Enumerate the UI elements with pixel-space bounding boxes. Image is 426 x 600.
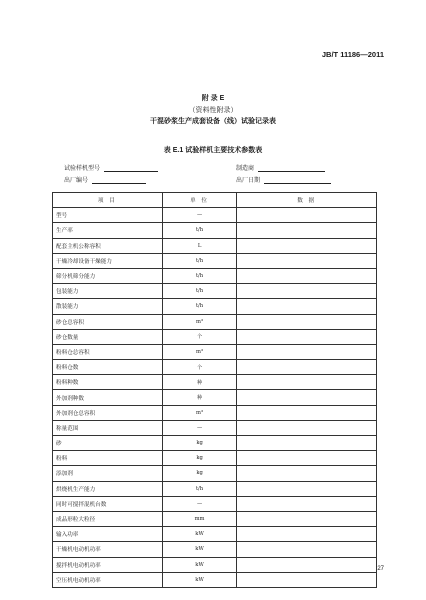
table-row: [53, 223, 377, 238]
row-value: [237, 314, 377, 329]
table-row: [53, 238, 377, 253]
row-unit: kg: [162, 436, 237, 451]
table-row: [53, 253, 377, 268]
row-item: 砂仓总容积: [53, 314, 163, 329]
row-value: [237, 344, 377, 359]
header-item: 项 目: [53, 193, 163, 208]
row-value: [237, 329, 377, 344]
serial-blank-line: [92, 175, 146, 184]
row-value: [237, 542, 377, 557]
table-row: [53, 284, 377, 299]
table-row: [53, 527, 377, 542]
row-unit: m³: [162, 344, 237, 359]
row-value: [237, 420, 377, 435]
row-item: 散装能力: [53, 299, 163, 314]
row-item: 输入功率: [53, 527, 163, 542]
row-unit: kW: [162, 527, 237, 542]
row-value: [237, 496, 377, 511]
table-row: [53, 344, 377, 359]
table-row: [53, 390, 377, 405]
table-row: [53, 208, 377, 223]
table-row: [53, 268, 377, 283]
table-row: [53, 542, 377, 557]
table-row: [53, 511, 377, 526]
row-item: 搅拌机电动机功率: [53, 557, 163, 572]
row-item: 筛分机筛分能力: [53, 268, 163, 283]
serial-field: [64, 175, 146, 184]
row-value: [237, 466, 377, 481]
row-unit: —: [162, 496, 237, 511]
table-title: 表 E.1 试验样机主要技术参数表: [163, 147, 263, 154]
table-row: [53, 466, 377, 481]
table-row: [53, 405, 377, 420]
table-row: [53, 451, 377, 466]
row-item: 外加剂仓总容积: [53, 405, 163, 420]
model-field: [64, 163, 158, 172]
row-value: [237, 268, 377, 283]
table-row: [53, 360, 377, 375]
table-row: [53, 496, 377, 511]
table-row: [53, 436, 377, 451]
table-header-row: [53, 193, 377, 208]
row-item: 烘烧机生产能力: [53, 481, 163, 496]
row-value: [237, 436, 377, 451]
row-item: 成品形粒大粒径: [53, 511, 163, 526]
row-unit: t/h: [162, 223, 237, 238]
appendix-heading-block: [0, 93, 426, 128]
table-row: [53, 375, 377, 390]
row-item: 粉料: [53, 451, 163, 466]
row-value: [237, 481, 377, 496]
row-value: [237, 405, 377, 420]
row-item: 干燥机电动机功率: [53, 542, 163, 557]
row-item: 空压机电动机功率: [53, 572, 163, 587]
model-label: 试验样机型号: [64, 165, 101, 172]
row-value: [237, 572, 377, 587]
row-item: 生产率: [53, 223, 163, 238]
row-item: 外加剂种数: [53, 390, 163, 405]
row-value: [237, 299, 377, 314]
appendix-note: （资料性附录）: [188, 105, 238, 114]
manufacturer-blank-line: [258, 163, 325, 172]
spec-table: [52, 192, 377, 588]
row-value: [237, 375, 377, 390]
row-value: [237, 208, 377, 223]
row-unit: t/h: [162, 284, 237, 299]
row-value: [237, 253, 377, 268]
row-unit: kg: [162, 451, 237, 466]
row-item: 配套主机公称容积: [53, 238, 163, 253]
page-number: 27: [377, 566, 384, 572]
row-item: 干燥冷却设备干燥能力: [53, 253, 163, 268]
serial-label: 出厂编号: [64, 177, 89, 184]
row-item: 粉料仓数: [53, 360, 163, 375]
date-blank-line: [264, 175, 331, 184]
table-row: [53, 314, 377, 329]
table-row: [53, 299, 377, 314]
row-unit: m³: [162, 405, 237, 420]
row-value: [237, 223, 377, 238]
row-item: 包装能力: [53, 284, 163, 299]
row-item: 同时可搅拌混机台数: [53, 496, 163, 511]
row-unit: t/h: [162, 268, 237, 283]
appendix-heading: 附 录 E: [201, 95, 225, 102]
row-value: [237, 527, 377, 542]
table-row: [53, 420, 377, 435]
header-unit: 单 位: [162, 193, 237, 208]
row-item: 称量范围: [53, 420, 163, 435]
row-unit: t/h: [162, 481, 237, 496]
row-unit: 个: [162, 360, 237, 375]
row-unit: kg: [162, 466, 237, 481]
row-unit: m³: [162, 314, 237, 329]
row-unit: L: [162, 238, 237, 253]
date-field: [236, 175, 331, 184]
row-unit: kW: [162, 557, 237, 572]
row-item: 粉料仓总容积: [53, 344, 163, 359]
row-unit: t/h: [162, 253, 237, 268]
header-data: 数 据: [237, 193, 377, 208]
row-item: 型号: [53, 208, 163, 223]
table-row: [53, 329, 377, 344]
row-value: [237, 451, 377, 466]
row-unit: 种: [162, 375, 237, 390]
row-item: 添加剂: [53, 466, 163, 481]
row-value: [237, 284, 377, 299]
row-value: [237, 238, 377, 253]
appendix-subtitle: 干混砂浆生产成套设备（线）试验记录表: [150, 118, 276, 125]
row-unit: kW: [162, 572, 237, 587]
table-row: [53, 572, 377, 587]
date-label: 出厂日期: [236, 177, 261, 184]
table-row: [53, 481, 377, 496]
manufacturer-label: 制造商: [236, 165, 255, 172]
row-item: 砂: [53, 436, 163, 451]
row-unit: —: [162, 208, 237, 223]
row-item: 粉料种数: [53, 375, 163, 390]
row-value: [237, 511, 377, 526]
row-unit: kW: [162, 542, 237, 557]
row-value: [237, 557, 377, 572]
record-fields: [64, 161, 364, 187]
row-value: [237, 390, 377, 405]
model-blank-line: [104, 163, 158, 172]
row-unit: t/h: [162, 299, 237, 314]
manufacturer-field: [236, 163, 325, 172]
standard-code: JB/T 11186—2011: [321, 50, 384, 59]
row-unit: —: [162, 420, 237, 435]
row-unit: 种: [162, 390, 237, 405]
table-row: [53, 557, 377, 572]
row-value: [237, 360, 377, 375]
row-item: 砂仓数量: [53, 329, 163, 344]
row-unit: 个: [162, 329, 237, 344]
row-unit: mm: [162, 511, 237, 526]
